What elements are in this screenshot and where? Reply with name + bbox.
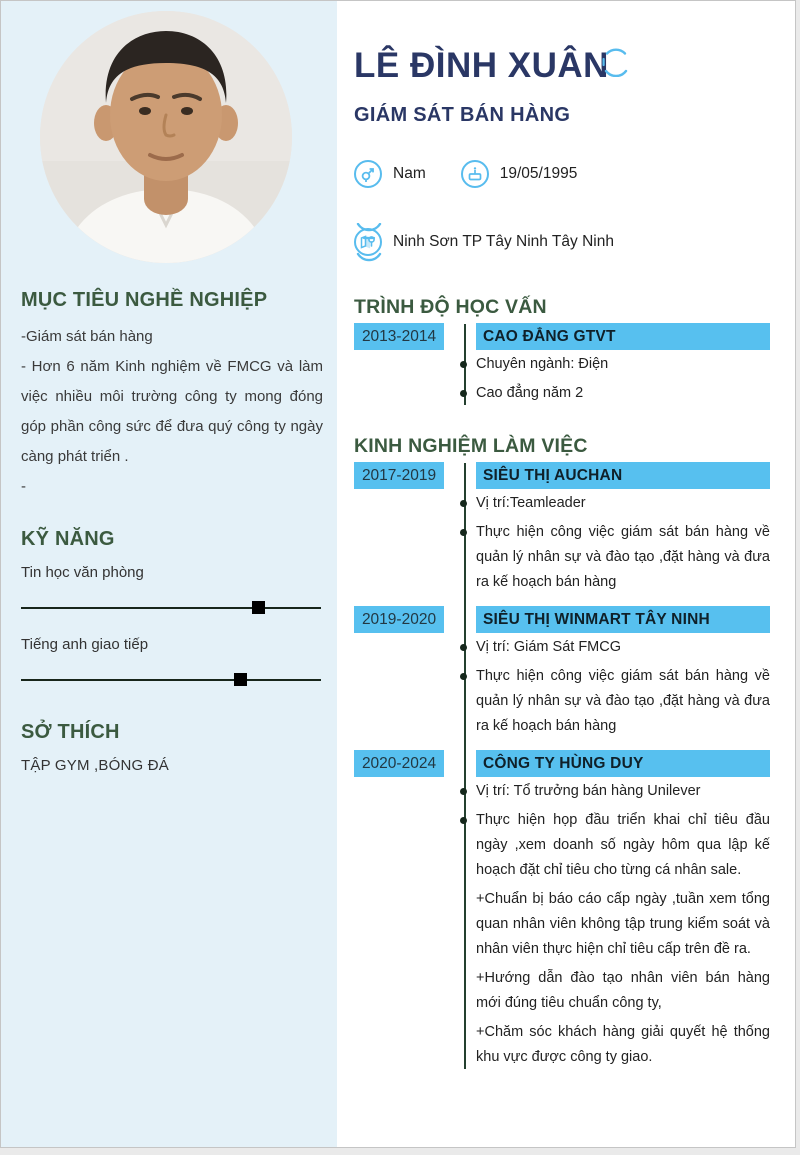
job-title: GIÁM SÁT BÁN HÀNG — [354, 104, 571, 126]
experience-entry — [354, 606, 770, 741]
partial-circle-icon — [354, 223, 384, 267]
experience-timeline — [354, 462, 770, 1072]
main-column — [337, 1, 795, 1147]
entry-period-badge: 2017-2019 — [354, 462, 444, 489]
avatar — [40, 11, 292, 263]
skill-slider — [21, 679, 321, 681]
entry-detail: +Chăm sóc khách hàng giải quyết hệ thống khu vực được công ty giao. — [476, 1024, 770, 1065]
objective-paragraph: - Hơn 6 năm Kinh nghiệm về FMCG và làm việc nhiều môi trường công ty mong đóng góp phần công sức để đưa quý công ty ngày càng phát triển . — [21, 358, 323, 465]
education-timeline — [354, 323, 770, 408]
skill-label: Tin học văn phòng — [21, 564, 144, 581]
entry-title-bar: SIÊU THỊ WINMART TÂY NINH — [476, 606, 770, 633]
birthday-cake-icon — [461, 160, 489, 188]
entry-detail: Thực hiện công việc giám sát bán hàng về quản lý nhân sự và đào tạo ,đặt hàng và đưa ra kế hoạch bán hàng — [476, 518, 770, 597]
partial-circle-icon — [601, 47, 631, 77]
hobbies-text: TẬP GYM ,BÓNG ĐÁ — [21, 757, 169, 774]
skills-heading: KỸ NĂNG — [21, 528, 115, 550]
address-item — [354, 228, 614, 256]
entry-detail: Vị trí: Tổ trưởng bán hàng Unilever — [476, 777, 770, 806]
education-heading: TRÌNH ĐỘ HỌC VẤN — [354, 296, 547, 318]
entry-detail: Thực hiện họp đầu triển khai chỉ tiêu đầu ngày ,xem doanh số ngày hôm qua lập kế hoạch đặt chỉ tiêu cho từng cá nhân sale. — [476, 806, 770, 885]
gender-item — [354, 160, 426, 188]
skills-section — [21, 528, 323, 681]
skill-slider-handle[interactable] — [234, 673, 247, 686]
experience-heading: KINH NGHIỆM LÀM VIỆC — [354, 435, 588, 457]
entry-detail: Thực hiện công việc giám sát bán hàng về quản lý nhân sự và đào tạo ,đặt hàng và đưa ra kế hoạch bán hàng — [476, 662, 770, 741]
skill-slider — [21, 607, 321, 609]
entry-title-bar: CÔNG TY HÙNG DUY — [476, 750, 770, 777]
entry-period-badge: 2013-2014 — [354, 323, 444, 350]
personal-info-row-1 — [354, 160, 770, 188]
address-value: Ninh Sơn TP Tây Ninh Tây Ninh — [393, 233, 614, 250]
education-entry — [354, 323, 770, 408]
objective-paragraph: - — [21, 478, 26, 495]
hobbies-section — [21, 721, 323, 774]
sidebar — [1, 1, 337, 1147]
entry-detail: Chuyên ngành: Điện — [476, 350, 770, 379]
hobbies-heading: SỞ THÍCH — [21, 721, 120, 743]
personal-info-row-2 — [354, 228, 770, 256]
entry-title-bar: CAO ĐẲNG GTVT — [476, 323, 770, 350]
entry-detail: Vị trí: Giám Sát FMCG — [476, 633, 770, 662]
skill-slider-handle[interactable] — [252, 601, 265, 614]
objective-section — [21, 289, 323, 502]
profile-photo-illustration — [40, 11, 292, 263]
gender-value: Nam — [393, 165, 426, 182]
entry-period-badge: 2020-2024 — [354, 750, 444, 777]
skill-label: Tiếng anh giao tiếp — [21, 636, 149, 653]
experience-entry — [354, 750, 770, 1072]
experience-entry — [354, 462, 770, 597]
person-name: LÊ ĐÌNH XUÂN — [354, 46, 609, 85]
entry-title-bar: SIÊU THỊ AUCHAN — [476, 462, 770, 489]
entry-detail: Vị trí:Teamleader — [476, 489, 770, 518]
entry-period-badge: 2019-2020 — [354, 606, 444, 633]
gender-icon — [354, 160, 382, 188]
entry-detail: +Hướng dẫn đào tạo nhân viên bán hàng mới đúng tiêu chuẩn công ty, — [476, 970, 770, 1011]
objective-paragraph: -Giám sát bán hàng — [21, 328, 153, 345]
birthday-value: 19/05/1995 — [499, 165, 578, 182]
objective-heading: MỤC TIÊU NGHỀ NGHIỆP — [21, 289, 268, 311]
entry-detail: Cao đẳng năm 2 — [476, 379, 770, 408]
birthday-item — [461, 160, 578, 188]
entry-detail: +Chuẩn bị báo cáo cấp ngày ,tuần xem tổng quan nhân viên không tập trung kiểm soát và nhân viên thực hiện chỉ tiêu cấp trên đề ra. — [476, 891, 770, 957]
